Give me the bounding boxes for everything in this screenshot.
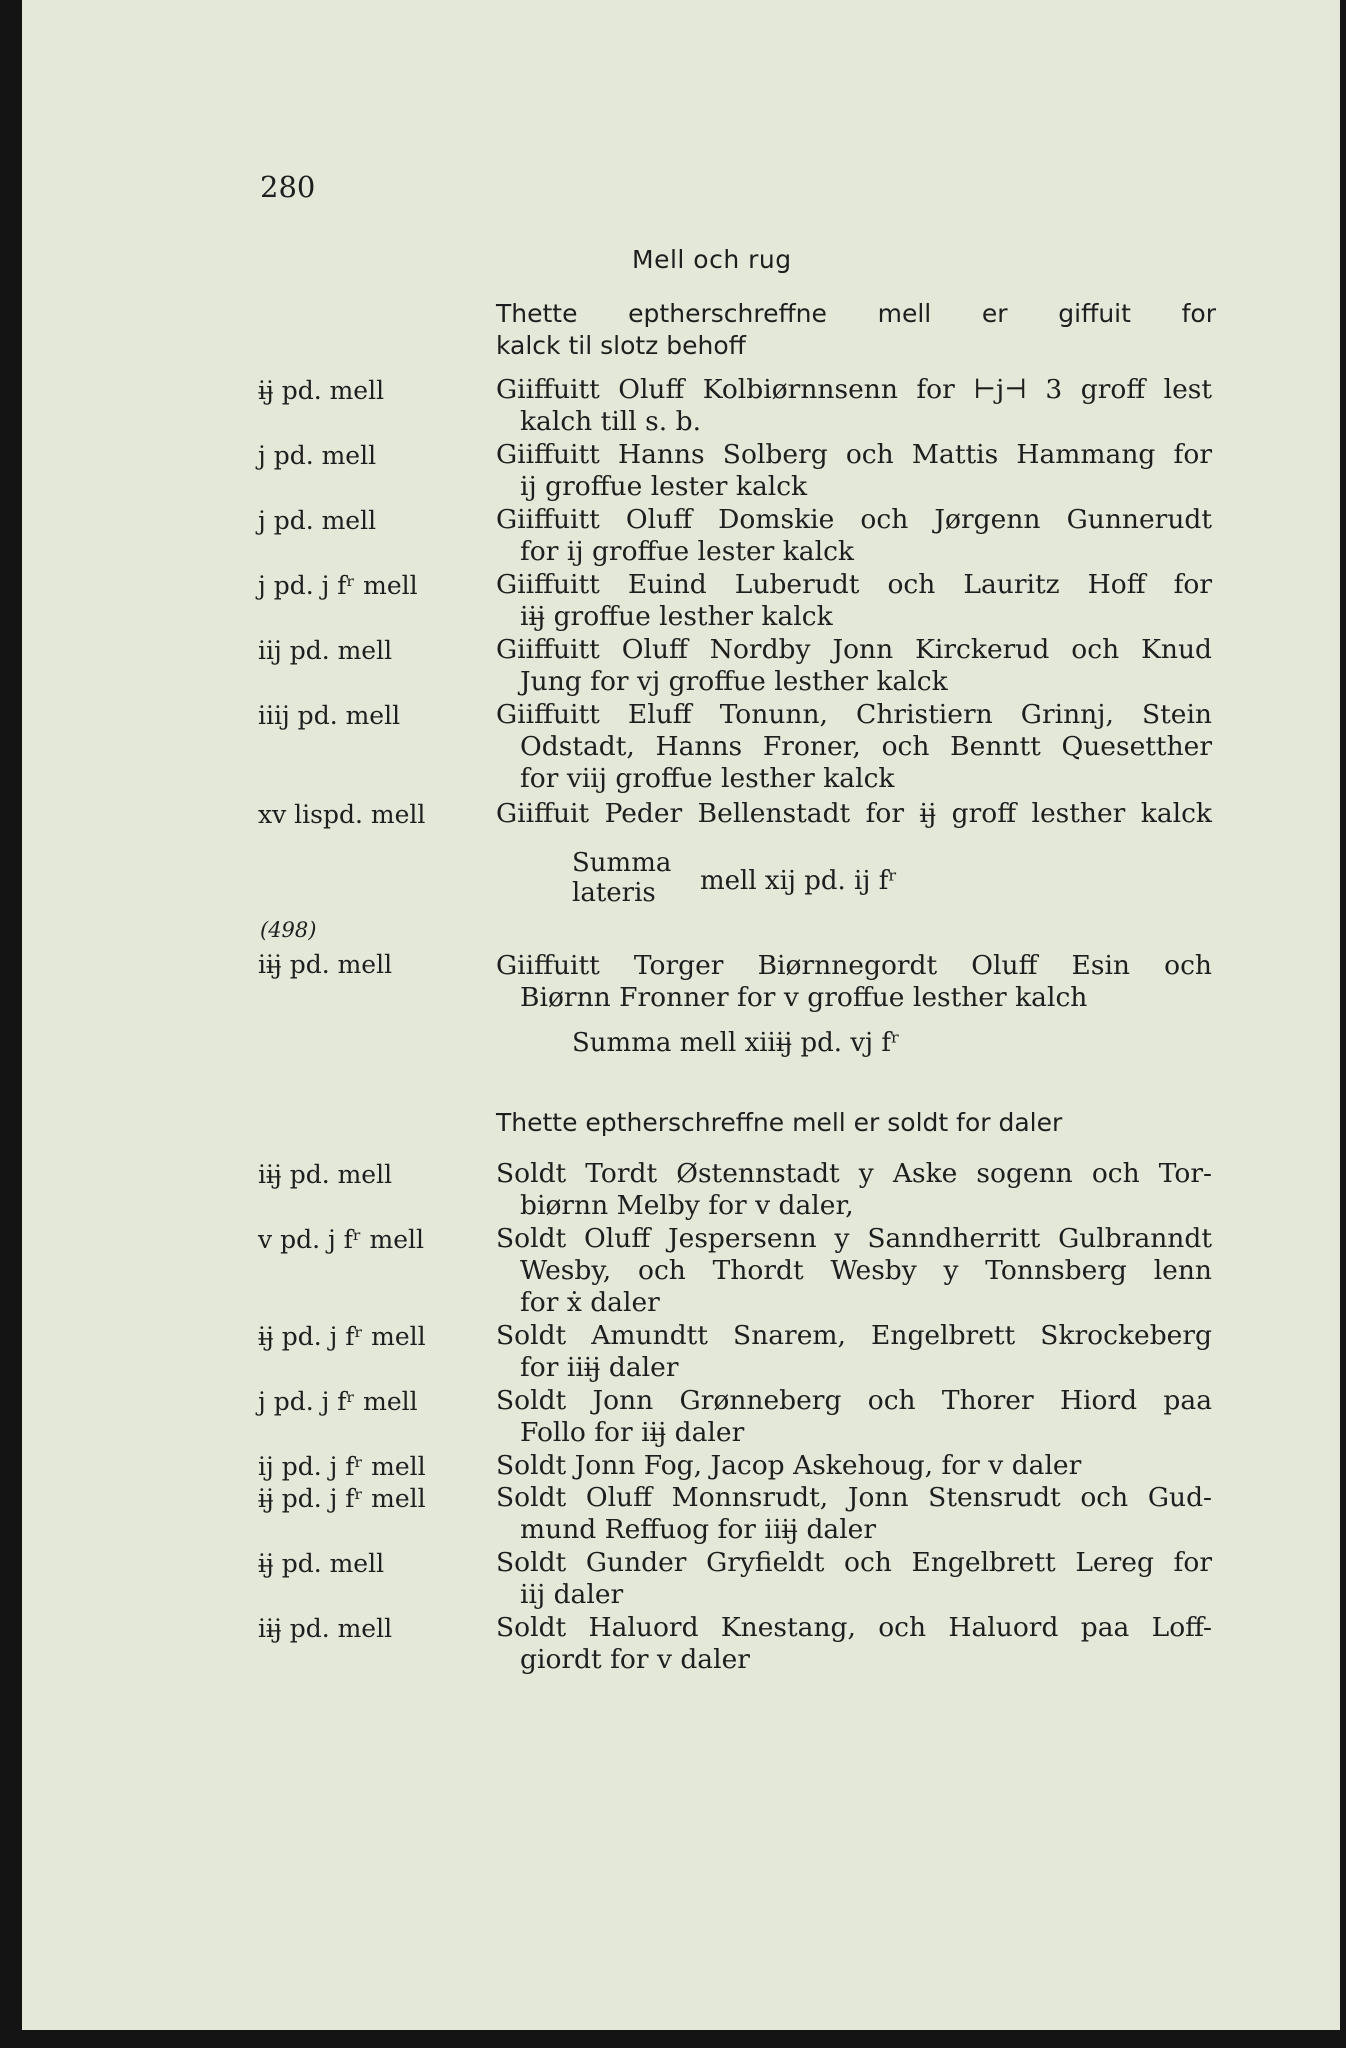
document-page <box>22 0 1340 2030</box>
heading-given-for-lime <box>496 298 1216 362</box>
entry-line: Soldt Tordt Østennstadt y Aske sogenn och Tor- <box>496 1158 1212 1189</box>
entry-line: mund Reffuog for iiij̶ daler <box>520 1514 877 1545</box>
entry-line: Giiffuit Peder Bellenstadt for ij̶ groff lesther kalck <box>496 798 1212 829</box>
entry-line: for viij groffue lesther kalck <box>520 763 895 794</box>
entry-amount: j pd. j fʳ mell <box>258 571 418 600</box>
entry-amount: ij pd. j fʳ mell <box>258 1452 426 1481</box>
summa-lateris-label <box>572 848 671 908</box>
summa-word: Summa <box>572 848 672 878</box>
entry-line: Giiffuitt Torger Biørnnegordt Oluff Esin och <box>496 950 1212 981</box>
entry-line: Giiffuitt Oluff Nordby Jonn Kirckerud och Knud <box>496 634 1212 665</box>
heading-line: kalck til slotz behoff <box>496 331 746 360</box>
entry-text <box>496 1450 1212 1482</box>
entry-amount: xv lispd. mell <box>258 800 426 829</box>
entry-amount: j pd. mell <box>258 441 377 470</box>
entry-line: for ẋ daler <box>520 1287 660 1318</box>
entry-line: Odstadt, Hanns Froner, och Benntt Quesetther <box>520 731 1212 762</box>
entry-line: Soldt Gunder Gryfieldt och Engelbrett Lereg for <box>496 1547 1212 1578</box>
entry-line: Biørnn Fronner for v groffue lesther kalch <box>520 982 1088 1013</box>
entry-line: for ij groffue lester kalck <box>520 536 854 567</box>
entry-amount: j pd. j fʳ mell <box>258 1387 418 1416</box>
entry-line: kalch till s. b. <box>520 406 701 437</box>
entry-line: Giiffuitt Hanns Solberg och Mattis Hammang for <box>496 439 1212 470</box>
entry-line: for iiij̶ daler <box>520 1352 679 1383</box>
summa-total: Summa mell xiiij̶ pd. vj fʳ <box>572 1028 900 1058</box>
entry-text <box>496 1320 1212 1384</box>
entry-line: ij groffue lester kalck <box>520 471 808 502</box>
entry-text <box>496 634 1212 698</box>
entry-line: Soldt Amundtt Snarem, Engelbrett Skrockeberg <box>496 1320 1212 1351</box>
entry-text <box>496 504 1212 568</box>
entry-text <box>496 798 1212 830</box>
entry-line: Soldt Jonn Fog, Jacop Askehoug, for v daler <box>496 1450 1082 1481</box>
entry-amount: iij̶ pd. mell <box>258 950 393 979</box>
entry-line: Giiffuitt Oluff Kolbiørnnsenn for ⊢j⊣ 3 groff lest <box>496 374 1212 405</box>
entry-amount: ij̶ pd. j fʳ mell <box>258 1484 426 1513</box>
entry-text <box>496 699 1212 795</box>
entry-text <box>496 569 1212 633</box>
entry-line: Jung for vj groffue lesther kalck <box>520 666 948 697</box>
summa-lateris-total: mell xij pd. ij fʳ <box>700 866 898 896</box>
heading-sold-for-daler: Thette eptherschreffne mell er soldt for daler <box>496 1108 1063 1137</box>
entry-text <box>496 1223 1212 1319</box>
entry-amount: ij̶ pd. j fʳ mell <box>258 1322 426 1351</box>
entry-amount: ij̶ pd. mell <box>258 376 385 405</box>
entry-amount: ij̶ pd. mell <box>258 1549 385 1578</box>
entry-text <box>496 1158 1212 1222</box>
entry-amount: iij pd. mell <box>258 636 393 665</box>
page-reference: (498) <box>260 918 317 942</box>
entry-text <box>496 374 1212 438</box>
entry-line: Soldt Oluff Jespersenn y Sanndherritt Gulbranndt <box>496 1223 1212 1254</box>
entry-line: Giiffuitt Oluff Domskie och Jørgenn Gunnerudt <box>496 504 1212 535</box>
entry-text <box>496 1385 1212 1449</box>
entry-line: Soldt Jonn Grønneberg och Thorer Hiord paa <box>496 1385 1212 1416</box>
entry-line: Soldt Haluord Knestang, och Haluord paa Loff- <box>496 1612 1212 1643</box>
entry-line: giordt for v daler <box>520 1644 750 1675</box>
page-number: 280 <box>260 170 316 204</box>
entry-amount: iij̶ pd. mell <box>258 1614 393 1643</box>
entry-line: Giiffuitt Eluff Tonunn, Christiern Grinnj, Stein <box>496 699 1212 730</box>
entry-text <box>496 950 1212 1014</box>
entry-line: iij daler <box>520 1579 624 1610</box>
entry-amount: j pd. mell <box>258 506 377 535</box>
entry-line: Giiffuitt Euind Luberudt och Lauritz Hoff for <box>496 569 1212 600</box>
lateris-word: lateris <box>572 878 656 908</box>
entry-text <box>496 1612 1212 1676</box>
section-title: Mell och rug <box>632 245 792 274</box>
entry-text <box>496 1482 1212 1546</box>
entry-line: biørnn Melby for v daler, <box>520 1190 854 1221</box>
entry-line: iij̶ groffue lesther kalck <box>520 601 833 632</box>
entry-line: Follo for iij̶ daler <box>520 1417 745 1448</box>
entry-line: Wesby, och Thordt Wesby y Tonnsberg lenn <box>520 1255 1212 1286</box>
heading-line: Thette eptherschreffne mell er giffuit for <box>496 299 1216 328</box>
entry-amount: iiij pd. mell <box>258 701 401 730</box>
entry-line: Soldt Oluff Monnsrudt, Jonn Stensrudt och Gud- <box>496 1482 1212 1513</box>
entry-text <box>496 439 1212 503</box>
entry-amount: iij̶ pd. mell <box>258 1160 393 1189</box>
entry-text <box>496 1547 1212 1611</box>
entry-amount: v pd. j fʳ mell <box>258 1225 425 1254</box>
